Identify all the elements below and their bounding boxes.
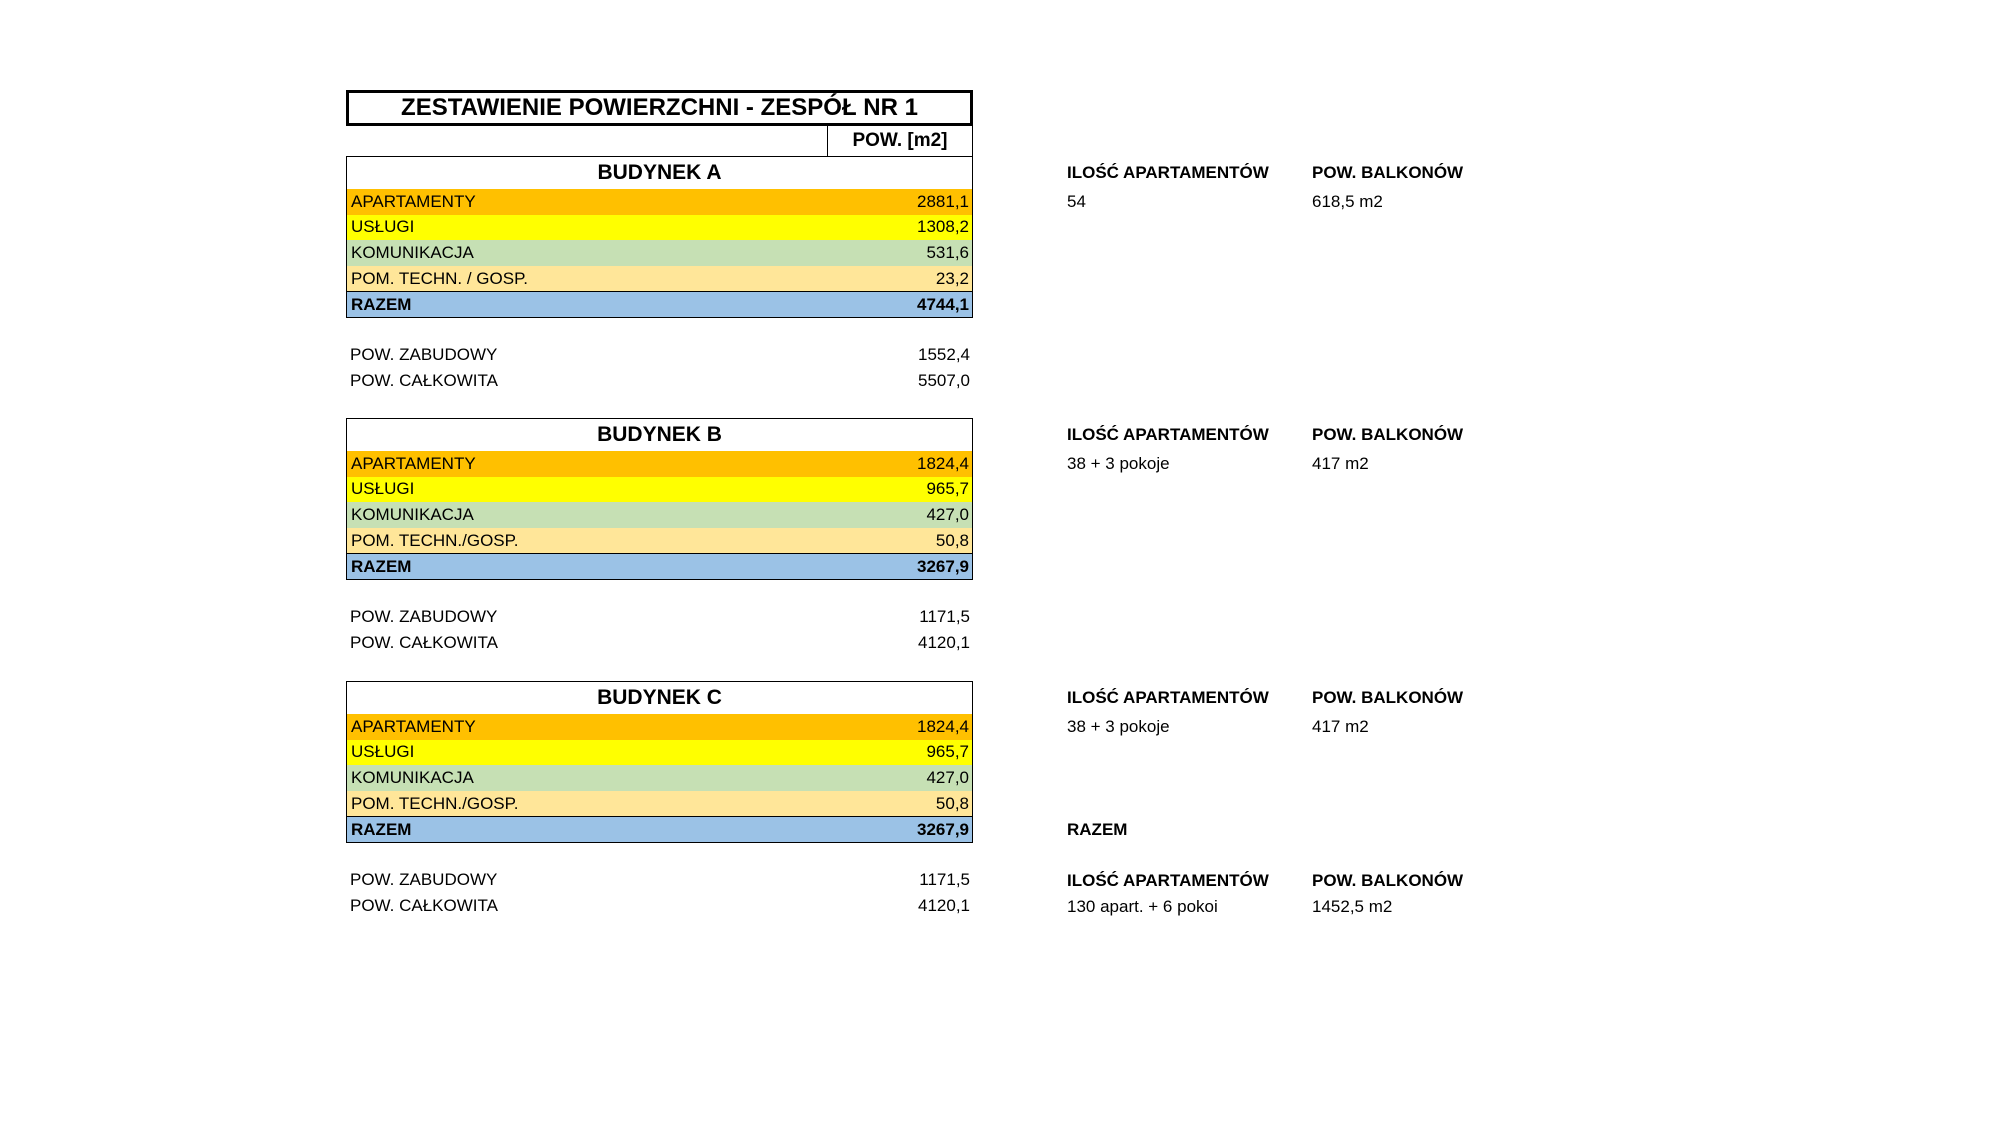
row-value: 2881,1 xyxy=(917,191,969,211)
row-value: 427,0 xyxy=(926,504,969,524)
row-label: APARTAMENTY xyxy=(351,453,476,473)
row-label: POM. TECHN./GOSP. xyxy=(351,530,519,550)
table-row-pom-techn xyxy=(347,791,972,817)
row-label: APARTAMENTY xyxy=(351,716,476,736)
table-row-komunikacja xyxy=(347,502,972,528)
apartments-count-value-b: 38 + 3 pokoje xyxy=(1067,454,1170,473)
pow-calkowita-row-c xyxy=(350,893,970,919)
row-value: 1824,4 xyxy=(917,453,969,473)
row-value: 3267,9 xyxy=(917,556,969,576)
sheet-title: ZESTAWIENIE POWIERZCHNI - ZESPÓŁ NR 1 xyxy=(346,90,973,126)
pow-calkowita-row-b xyxy=(350,630,970,656)
row-label: USŁUGI xyxy=(351,742,415,762)
building-c-table xyxy=(346,681,973,843)
balcony-area-value-c: 417 m2 xyxy=(1312,717,1369,736)
row-label: POW. ZABUDOWY xyxy=(350,607,498,626)
balcony-area-value-a: 618,5 m2 xyxy=(1312,192,1383,211)
row-value: 1171,5 xyxy=(919,607,970,626)
row-label: POW. ZABUDOWY xyxy=(350,870,498,889)
summary-heading: RAZEM xyxy=(1067,820,1128,839)
apartments-count-header-c: ILOŚĆ APARTAMENTÓW xyxy=(1067,688,1269,707)
row-value: 965,7 xyxy=(926,479,969,499)
pow-zabudowy-row-b xyxy=(350,604,970,630)
row-label: USŁUGI xyxy=(351,479,415,499)
row-value: 3267,9 xyxy=(917,819,969,839)
table-row-uslugi xyxy=(347,477,972,503)
row-label: POW. CAŁKOWITA xyxy=(350,371,498,390)
balcony-area-header-a: POW. BALKONÓW xyxy=(1312,163,1464,182)
table-row-komunikacja xyxy=(347,765,972,791)
pow-zabudowy-row-c xyxy=(350,867,970,893)
table-row-apartamenty xyxy=(347,714,972,740)
table-row-razem xyxy=(347,291,972,317)
apartments-count-header-a: ILOŚĆ APARTAMENTÓW xyxy=(1067,163,1269,182)
row-value: 4744,1 xyxy=(917,294,969,314)
apartments-count-value-a: 54 xyxy=(1067,192,1086,211)
table-row-pom-techn xyxy=(347,266,972,292)
row-value: 50,8 xyxy=(935,793,969,813)
table-row-apartamenty xyxy=(347,189,972,215)
building-b-heading: BUDYNEK B xyxy=(347,419,972,451)
row-value: 427,0 xyxy=(926,767,969,787)
row-value: 965,7 xyxy=(926,742,969,762)
summary-balcony-value: 1452,5 m2 xyxy=(1312,897,1393,916)
row-label: POW. CAŁKOWITA xyxy=(350,896,498,915)
row-label: KOMUNIKACJA xyxy=(351,504,474,524)
table-row-komunikacja xyxy=(347,240,972,266)
row-value: 1824,4 xyxy=(917,716,969,736)
apartments-count-header-b: ILOŚĆ APARTAMENTÓW xyxy=(1067,425,1269,444)
row-value: 531,6 xyxy=(926,242,969,262)
row-label: RAZEM xyxy=(351,819,412,839)
summary-balcony-header: POW. BALKONÓW xyxy=(1312,871,1464,890)
pow-zabudowy-row-a xyxy=(350,342,970,368)
building-a-heading: BUDYNEK A xyxy=(347,157,972,189)
row-label: RAZEM xyxy=(351,294,412,314)
building-a-table xyxy=(346,156,973,318)
table-row-razem xyxy=(347,816,972,842)
row-label: KOMUNIKACJA xyxy=(351,242,474,262)
row-label: POW. CAŁKOWITA xyxy=(350,633,498,652)
row-label: APARTAMENTY xyxy=(351,191,476,211)
table-row-uslugi xyxy=(347,740,972,766)
row-value: 5507,0 xyxy=(918,371,970,390)
row-value: 50,8 xyxy=(935,530,969,550)
summary-apartments-value: 130 apart. + 6 pokoi xyxy=(1067,897,1218,916)
balcony-area-header-b: POW. BALKONÓW xyxy=(1312,425,1464,444)
row-value: 1308,2 xyxy=(917,217,969,237)
table-row-razem xyxy=(347,553,972,579)
row-value: 4120,1 xyxy=(918,896,970,915)
row-label: POM. TECHN./GOSP. xyxy=(351,793,519,813)
row-label: POM. TECHN. / GOSP. xyxy=(351,268,528,288)
row-value: 4120,1 xyxy=(918,633,970,652)
apartments-count-value-c: 38 + 3 pokoje xyxy=(1067,717,1170,736)
row-label: RAZEM xyxy=(351,556,412,576)
table-row-apartamenty xyxy=(347,451,972,477)
balcony-area-header-c: POW. BALKONÓW xyxy=(1312,688,1464,707)
pow-calkowita-row-a xyxy=(350,368,970,394)
table-row-uslugi xyxy=(347,215,972,241)
row-label: USŁUGI xyxy=(351,217,415,237)
table-row-pom-techn xyxy=(347,528,972,554)
row-value: 1171,5 xyxy=(919,870,970,889)
row-value: 23,2 xyxy=(935,268,969,288)
balcony-area-value-b: 417 m2 xyxy=(1312,454,1369,473)
building-c-heading: BUDYNEK C xyxy=(347,682,972,714)
row-value: 1552,4 xyxy=(918,345,970,364)
row-label: KOMUNIKACJA xyxy=(351,767,474,787)
summary-apartments-header: ILOŚĆ APARTAMENTÓW xyxy=(1067,871,1269,890)
unit-header: POW. [m2] xyxy=(827,126,973,157)
row-label: POW. ZABUDOWY xyxy=(350,345,498,364)
building-b-table xyxy=(346,418,973,580)
